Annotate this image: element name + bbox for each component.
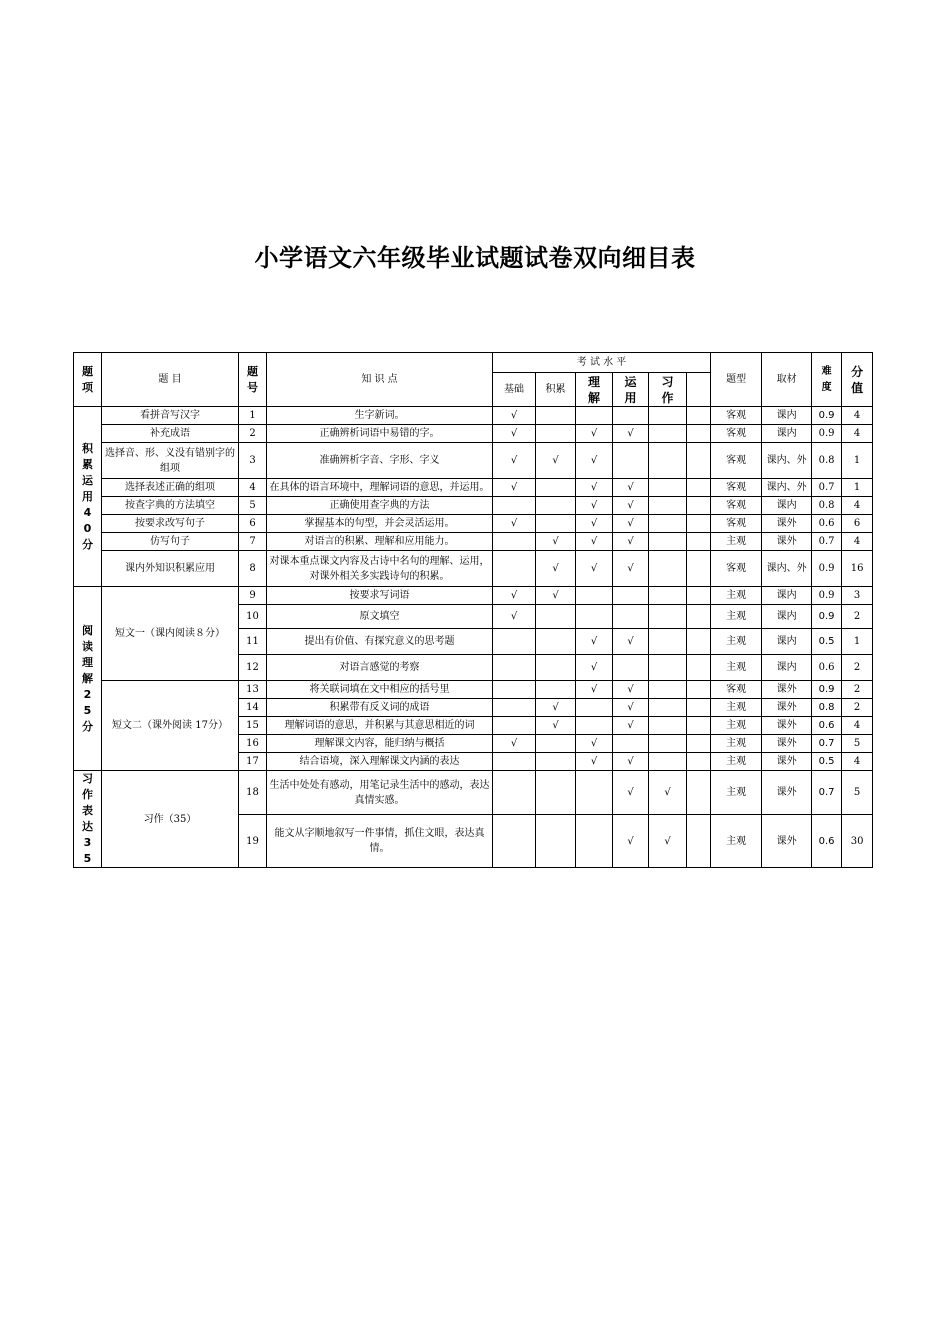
level-mark-cell (649, 681, 687, 699)
level-mark-cell: √ (576, 497, 613, 515)
table-row (74, 533, 873, 551)
level-mark-cell (649, 629, 687, 655)
type-cell: 主观 (711, 699, 762, 717)
level-mark-cell (536, 735, 576, 753)
score-cell: 16 (842, 551, 873, 587)
difficulty-cell: 0.9 (812, 605, 842, 629)
level-mark-cell (687, 587, 711, 605)
level-mark-cell (536, 497, 576, 515)
level-mark-cell (649, 533, 687, 551)
difficulty-cell: 0.6 (812, 815, 842, 868)
source-cell: 课内、外 (762, 443, 812, 479)
level-mark-cell (687, 815, 711, 868)
level-mark-cell (687, 717, 711, 735)
no-cell: 10 (239, 605, 267, 629)
header-knowledge: 知 识 点 (267, 353, 493, 407)
table-row (74, 771, 873, 815)
score-cell: 30 (842, 815, 873, 868)
difficulty-cell: 0.8 (812, 497, 842, 515)
level-mark-cell: √ (576, 551, 613, 587)
source-cell: 课内 (762, 497, 812, 515)
knowledge-cell: 正确辨析词语中易错的字。 (267, 425, 493, 443)
level-mark-cell (576, 605, 613, 629)
header-source: 取材 (762, 353, 812, 407)
score-cell: 2 (842, 655, 873, 681)
level-mark-cell (613, 735, 649, 753)
difficulty-cell: 0.9 (812, 407, 842, 425)
header-no: 题号 (239, 353, 267, 407)
type-cell: 客观 (711, 497, 762, 515)
difficulty-cell: 0.9 (812, 551, 842, 587)
score-cell: 4 (842, 753, 873, 771)
item-cell: 看拼音写汉字 (102, 407, 239, 425)
level-mark-cell (687, 629, 711, 655)
level-mark-cell (493, 717, 536, 735)
difficulty-cell: 0.6 (812, 515, 842, 533)
type-cell: 主观 (711, 587, 762, 605)
level-mark-cell (649, 605, 687, 629)
group-cell: 短文一（课内阅读８分） (102, 587, 239, 681)
level-mark-cell (687, 443, 711, 479)
level-mark-cell (576, 407, 613, 425)
level-mark-cell: √ (536, 587, 576, 605)
score-cell: 5 (842, 771, 873, 815)
score-cell: 6 (842, 515, 873, 533)
no-cell: 12 (239, 655, 267, 681)
level-mark-cell (687, 425, 711, 443)
difficulty-cell: 0.9 (812, 587, 842, 605)
knowledge-cell: 对语言感觉的考察 (267, 655, 493, 681)
no-cell: 5 (239, 497, 267, 515)
level-mark-cell (687, 515, 711, 533)
header-level-extra (687, 373, 711, 407)
level-mark-cell: √ (613, 629, 649, 655)
level-mark-cell: √ (493, 605, 536, 629)
knowledge-cell: 生活中处处有感动，用笔记录生活中的感动，表达真情实感。 (267, 771, 493, 815)
level-mark-cell: √ (613, 425, 649, 443)
table-row (74, 425, 873, 443)
level-mark-cell (687, 551, 711, 587)
source-cell: 课内 (762, 407, 812, 425)
level-mark-cell (493, 629, 536, 655)
no-cell: 4 (239, 479, 267, 497)
level-mark-cell (493, 771, 536, 815)
difficulty-cell: 0.7 (812, 479, 842, 497)
no-cell: 7 (239, 533, 267, 551)
difficulty-cell: 0.8 (812, 443, 842, 479)
score-cell: 1 (842, 479, 873, 497)
knowledge-cell: 按要求写词语 (267, 587, 493, 605)
difficulty-cell: 0.9 (812, 425, 842, 443)
level-mark-cell (649, 699, 687, 717)
header-score: 分值 (842, 353, 873, 407)
type-cell: 客观 (711, 551, 762, 587)
level-mark-cell: √ (576, 629, 613, 655)
level-mark-cell: √ (493, 515, 536, 533)
level-mark-cell: √ (493, 443, 536, 479)
source-cell: 课外 (762, 699, 812, 717)
level-mark-cell: √ (576, 655, 613, 681)
level-mark-cell (687, 699, 711, 717)
no-cell: 19 (239, 815, 267, 868)
score-cell: 1 (842, 443, 873, 479)
level-mark-cell (493, 533, 536, 551)
type-cell: 客观 (711, 479, 762, 497)
level-mark-cell: √ (576, 753, 613, 771)
difficulty-cell: 0.6 (812, 655, 842, 681)
level-mark-cell (576, 815, 613, 868)
level-mark-cell: √ (613, 497, 649, 515)
level-mark-cell (613, 407, 649, 425)
source-cell: 课外 (762, 735, 812, 753)
table-row (74, 515, 873, 533)
score-cell: 4 (842, 497, 873, 515)
level-mark-cell (687, 771, 711, 815)
level-mark-cell: √ (576, 533, 613, 551)
type-cell: 客观 (711, 443, 762, 479)
knowledge-cell: 在具体的语言环境中，理解词语的意思，并运用。 (267, 479, 493, 497)
level-mark-cell (687, 655, 711, 681)
score-cell: 4 (842, 717, 873, 735)
level-mark-cell (687, 533, 711, 551)
type-cell: 客观 (711, 425, 762, 443)
source-cell: 课内 (762, 655, 812, 681)
level-mark-cell (613, 655, 649, 681)
level-mark-cell: √ (649, 815, 687, 868)
knowledge-cell: 结合语境，深入理解课文内涵的表达 (267, 753, 493, 771)
knowledge-cell: 理解词语的意思，并积累与其意思相近的词 (267, 717, 493, 735)
knowledge-cell: 积累带有反义词的成语 (267, 699, 493, 717)
level-mark-cell: √ (493, 735, 536, 753)
item-cell: 仿写句子 (102, 533, 239, 551)
no-cell: 2 (239, 425, 267, 443)
level-mark-cell: √ (613, 479, 649, 497)
type-cell: 客观 (711, 515, 762, 533)
score-cell: 4 (842, 533, 873, 551)
item-cell: 按查字典的方法填空 (102, 497, 239, 515)
level-mark-cell (576, 717, 613, 735)
level-mark-cell (687, 407, 711, 425)
knowledge-cell: 能文从字顺地叙写一件事情，抓住文眼，表达真情。 (267, 815, 493, 868)
level-mark-cell (649, 515, 687, 533)
source-cell: 课外 (762, 515, 812, 533)
level-mark-cell (493, 551, 536, 587)
group-cell: 短文二（课外阅读 17分） (102, 681, 239, 771)
score-cell: 4 (842, 425, 873, 443)
level-mark-cell: √ (613, 699, 649, 717)
knowledge-cell: 原文填空 (267, 605, 493, 629)
no-cell: 18 (239, 771, 267, 815)
level-mark-cell (536, 655, 576, 681)
source-cell: 课外 (762, 771, 812, 815)
level-mark-cell: √ (536, 699, 576, 717)
type-cell: 主观 (711, 771, 762, 815)
section-label-text: 习作表达35 (82, 772, 93, 865)
header-level-accumulate: 积累 (536, 373, 576, 407)
no-cell: 16 (239, 735, 267, 753)
level-mark-cell (613, 443, 649, 479)
level-mark-cell (493, 753, 536, 771)
level-mark-cell (649, 587, 687, 605)
level-mark-cell (493, 815, 536, 868)
level-mark-cell (649, 551, 687, 587)
no-cell: 1 (239, 407, 267, 425)
table-row (74, 681, 873, 699)
item-cell: 选择音、形、义没有错别字的组项 (102, 443, 239, 479)
difficulty-cell: 0.7 (812, 533, 842, 551)
type-cell: 主观 (711, 629, 762, 655)
knowledge-cell: 提出有价值、有探究意义的思考题 (267, 629, 493, 655)
level-mark-cell (536, 425, 576, 443)
knowledge-cell: 对课本重点课文内容及古诗中名句的理解、运用，对课外相关多实践诗句的积累。 (267, 551, 493, 587)
table-row (74, 407, 873, 425)
no-cell: 17 (239, 753, 267, 771)
knowledge-cell: 准确辨析字音、字形、字义 (267, 443, 493, 479)
type-cell: 主观 (711, 655, 762, 681)
level-mark-cell: √ (649, 771, 687, 815)
header-item: 题 目 (102, 353, 239, 407)
header-difficulty: 难度 (812, 353, 842, 407)
no-cell: 11 (239, 629, 267, 655)
type-cell: 主观 (711, 605, 762, 629)
table-row (74, 479, 873, 497)
level-mark-cell: √ (613, 515, 649, 533)
section-label-text: 积累运用40分 (82, 441, 93, 551)
level-mark-cell (536, 479, 576, 497)
level-mark-cell: √ (536, 717, 576, 735)
header-level: 考 试 水 平 (493, 353, 711, 373)
level-mark-cell: √ (576, 443, 613, 479)
source-cell: 课内 (762, 425, 812, 443)
level-mark-cell (687, 497, 711, 515)
spec-table (73, 352, 873, 868)
difficulty-cell: 0.8 (812, 699, 842, 717)
level-mark-cell (613, 587, 649, 605)
level-mark-cell: √ (576, 515, 613, 533)
level-mark-cell (536, 629, 576, 655)
level-mark-cell (687, 735, 711, 753)
table-row (74, 587, 873, 605)
level-mark-cell (536, 681, 576, 699)
level-mark-cell (613, 605, 649, 629)
level-mark-cell: √ (493, 407, 536, 425)
level-mark-cell (493, 699, 536, 717)
difficulty-cell: 0.7 (812, 735, 842, 753)
level-mark-cell: √ (576, 681, 613, 699)
level-mark-cell (649, 655, 687, 681)
level-mark-cell (493, 497, 536, 515)
level-mark-cell (649, 717, 687, 735)
level-mark-cell (687, 479, 711, 497)
score-cell: 3 (842, 587, 873, 605)
difficulty-cell: 0.5 (812, 629, 842, 655)
level-mark-cell (536, 771, 576, 815)
score-cell: 2 (842, 605, 873, 629)
no-cell: 15 (239, 717, 267, 735)
level-mark-cell: √ (613, 533, 649, 551)
section-label-text: 阅读理解25分 (82, 623, 93, 733)
source-cell: 课内 (762, 629, 812, 655)
no-cell: 8 (239, 551, 267, 587)
level-mark-cell (536, 515, 576, 533)
level-mark-cell (536, 753, 576, 771)
level-mark-cell: √ (536, 551, 576, 587)
source-cell: 课外 (762, 533, 812, 551)
level-mark-cell (687, 605, 711, 629)
no-cell: 13 (239, 681, 267, 699)
source-cell: 课内 (762, 605, 812, 629)
table-row (74, 443, 873, 479)
level-mark-cell (649, 479, 687, 497)
knowledge-cell: 正确使用查字典的方法 (267, 497, 493, 515)
header-level-apply: 运用 (613, 373, 649, 407)
score-cell: 5 (842, 735, 873, 753)
level-mark-cell (493, 655, 536, 681)
type-cell: 主观 (711, 735, 762, 753)
type-cell: 客观 (711, 407, 762, 425)
level-mark-cell: √ (576, 479, 613, 497)
level-mark-cell (493, 681, 536, 699)
source-cell: 课内、外 (762, 551, 812, 587)
difficulty-cell: 0.6 (812, 717, 842, 735)
table-row (74, 497, 873, 515)
score-cell: 4 (842, 407, 873, 425)
level-mark-cell (536, 407, 576, 425)
type-cell: 客观 (711, 681, 762, 699)
score-cell: 2 (842, 681, 873, 699)
knowledge-cell: 生字新词。 (267, 407, 493, 425)
source-cell: 课外 (762, 753, 812, 771)
type-cell: 主观 (711, 815, 762, 868)
level-mark-cell: √ (493, 425, 536, 443)
item-cell: 按要求改写句子 (102, 515, 239, 533)
header-row-1 (74, 353, 873, 373)
level-mark-cell (649, 497, 687, 515)
level-mark-cell (576, 771, 613, 815)
source-cell: 课外 (762, 815, 812, 868)
difficulty-cell: 0.7 (812, 771, 842, 815)
level-mark-cell (576, 699, 613, 717)
section-label (74, 587, 102, 771)
item-cell: 选择表述正确的组项 (102, 479, 239, 497)
page-title: 小学语文六年级毕业试题试卷双向细目表 (254, 244, 696, 272)
level-mark-cell (649, 735, 687, 753)
header-level-composition: 习作 (649, 373, 687, 407)
header-level-understand: 理解 (576, 373, 613, 407)
header-level-basic: 基础 (493, 373, 536, 407)
level-mark-cell (536, 605, 576, 629)
header-type: 题型 (711, 353, 762, 407)
item-cell: 课内外知识积累应用 (102, 551, 239, 587)
header-section: 题项 (74, 353, 102, 407)
level-mark-cell: √ (613, 551, 649, 587)
type-cell: 主观 (711, 753, 762, 771)
source-cell: 课外 (762, 717, 812, 735)
difficulty-cell: 0.9 (812, 681, 842, 699)
knowledge-cell: 掌握基本的句型，并会灵活运用。 (267, 515, 493, 533)
no-cell: 3 (239, 443, 267, 479)
difficulty-cell: 0.5 (812, 753, 842, 771)
section-label (74, 771, 102, 868)
level-mark-cell (687, 753, 711, 771)
source-cell: 课内、外 (762, 479, 812, 497)
level-mark-cell: √ (576, 735, 613, 753)
knowledge-cell: 理解课文内容，能归纳与概括 (267, 735, 493, 753)
type-cell: 主观 (711, 717, 762, 735)
source-cell: 课内 (762, 587, 812, 605)
no-cell: 6 (239, 515, 267, 533)
level-mark-cell (536, 815, 576, 868)
no-cell: 9 (239, 587, 267, 605)
group-cell: 习作（35） (102, 771, 239, 868)
level-mark-cell (649, 407, 687, 425)
level-mark-cell (687, 681, 711, 699)
table-row (74, 551, 873, 587)
level-mark-cell (649, 753, 687, 771)
level-mark-cell: √ (613, 717, 649, 735)
level-mark-cell: √ (493, 587, 536, 605)
no-cell: 14 (239, 699, 267, 717)
level-mark-cell: √ (613, 681, 649, 699)
score-cell: 1 (842, 629, 873, 655)
source-cell: 课外 (762, 681, 812, 699)
level-mark-cell: √ (493, 479, 536, 497)
section-label (74, 407, 102, 587)
type-cell: 主观 (711, 533, 762, 551)
level-mark-cell (649, 425, 687, 443)
knowledge-cell: 对语言的积累、理解和应用能力。 (267, 533, 493, 551)
level-mark-cell: √ (613, 771, 649, 815)
level-mark-cell (649, 443, 687, 479)
level-mark-cell: √ (536, 533, 576, 551)
item-cell: 补充成语 (102, 425, 239, 443)
knowledge-cell: 将关联词填在文中相应的括号里 (267, 681, 493, 699)
level-mark-cell: √ (536, 443, 576, 479)
level-mark-cell: √ (613, 753, 649, 771)
level-mark-cell: √ (576, 425, 613, 443)
score-cell: 2 (842, 699, 873, 717)
level-mark-cell (576, 587, 613, 605)
level-mark-cell: √ (613, 815, 649, 868)
